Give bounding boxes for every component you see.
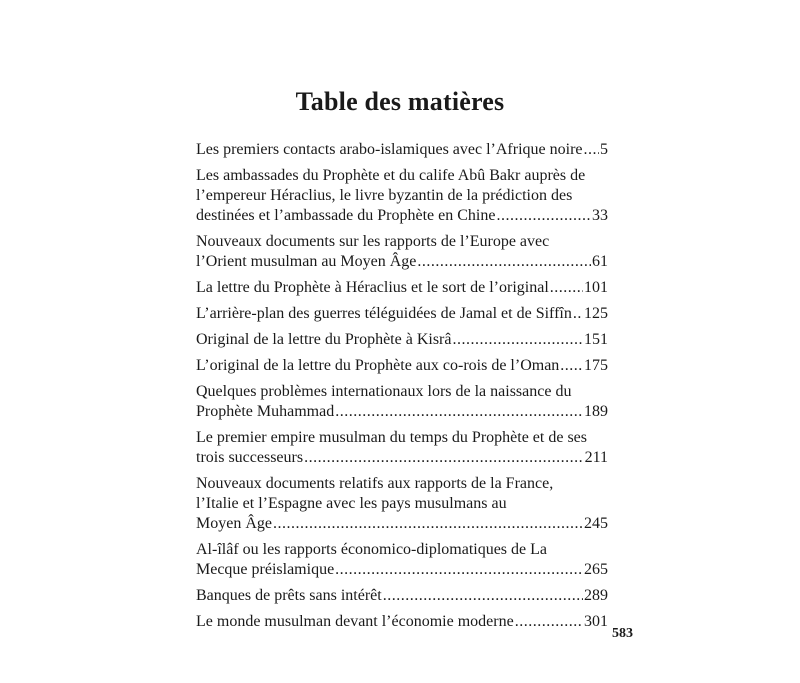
toc-entry-final-line	[196, 514, 608, 534]
toc-entry-line: Quelques problèmes internationaux lors de la naissance du	[196, 383, 572, 400]
toc-page-number: 101	[584, 279, 608, 296]
dot-leader	[573, 304, 583, 324]
toc-entry	[196, 278, 608, 298]
toc-entry-line: Nouveaux documents relatifs aux rapports de la France,	[196, 475, 554, 492]
toc-page-number: 211	[584, 449, 608, 466]
toc-entry-title: La lettre du Prophète à Héraclius et le sort de l’original	[196, 279, 549, 296]
toc-entry	[196, 474, 608, 534]
toc-entry-final-line	[196, 586, 608, 606]
dot-leader	[452, 330, 583, 350]
toc-entry-title: L’original de la lettre du Prophète aux co-rois de l’Oman	[196, 357, 560, 374]
toc-entry-title: Le monde musulman devant l’économie moderne	[196, 613, 514, 630]
dot-leader	[584, 140, 599, 160]
toc-page-number: 33	[592, 207, 608, 224]
toc-entry-title: trois successeurs	[196, 449, 304, 466]
table-of-contents	[196, 140, 608, 638]
toc-entry	[196, 356, 608, 376]
toc-entry-final-line	[196, 252, 608, 272]
toc-entry-final-line	[196, 612, 608, 632]
page-title: Table des matières	[295, 87, 505, 117]
toc-entry-final-line	[196, 448, 608, 468]
dot-leader	[335, 560, 583, 580]
toc-entry	[196, 232, 608, 272]
toc-entry-line: Le premier empire musulman du temps du Prophète et de ses	[196, 429, 588, 446]
toc-page-number: 151	[584, 331, 608, 348]
toc-page-number: 175	[584, 357, 608, 374]
toc-page-number: 189	[584, 403, 608, 420]
toc-entry-title: l’Orient musulman au Moyen Âge	[196, 253, 417, 270]
toc-entry	[196, 140, 608, 160]
toc-entry-line: Les ambassades du Prophète et du calife Abû Bakr auprès de	[196, 167, 586, 184]
toc-entry-final-line	[196, 140, 608, 160]
toc-entry-final-line	[196, 560, 608, 580]
toc-entry-final-line	[196, 278, 608, 298]
toc-entry-line: l’Italie et l’Espagne avec les pays musulmans au	[196, 495, 507, 512]
toc-page-number: 5	[600, 141, 608, 158]
dot-leader	[515, 612, 583, 632]
toc-entry-final-line	[196, 356, 608, 376]
dot-leader	[560, 356, 583, 376]
toc-entry	[196, 540, 608, 580]
toc-entry-title: Moyen Âge	[196, 515, 272, 532]
toc-entry	[196, 612, 608, 632]
toc-entry-title: Prophète Muhammad	[196, 403, 335, 420]
toc-entry-final-line	[196, 402, 608, 422]
toc-page-number: 125	[584, 305, 608, 322]
toc-entry-title: Original de la lettre du Prophète à Kisrâ	[196, 331, 452, 348]
toc-entry-title: destinées et l’ambassade du Prophète en Chine	[196, 207, 496, 224]
toc-entry	[196, 330, 608, 350]
toc-entry	[196, 166, 608, 226]
toc-entry	[196, 586, 608, 606]
toc-entry-title: Banques de prêts sans intérêt	[196, 587, 382, 604]
toc-page-number: 245	[584, 515, 608, 532]
dot-leader	[496, 206, 591, 226]
toc-entry-line: l’empereur Héraclius, le livre byzantin de la prédiction des	[196, 187, 573, 204]
dot-leader	[383, 586, 583, 606]
toc-entry	[196, 304, 608, 324]
toc-entry	[196, 382, 608, 422]
toc-page-number: 301	[584, 613, 608, 630]
toc-entry-title: Mecque préislamique	[196, 561, 335, 578]
dot-leader	[417, 252, 591, 272]
toc-page-number: 289	[584, 587, 608, 604]
toc-entry-title: L’arrière-plan des guerres téléguidées de Jamal et de Siffîn	[196, 305, 572, 322]
dot-leader	[550, 278, 583, 298]
toc-page-number: 61	[592, 253, 608, 270]
toc-entry-final-line	[196, 206, 608, 226]
toc-entry-final-line	[196, 304, 608, 324]
dot-leader	[273, 514, 583, 534]
dot-leader	[304, 448, 584, 468]
toc-page-number: 265	[584, 561, 608, 578]
toc-entry-line: Al-îlâf ou les rapports économico-diplomatiques de La	[196, 541, 548, 558]
dot-leader	[335, 402, 583, 422]
toc-entry-line: Nouveaux documents sur les rapports de l’Europe avec	[196, 233, 550, 250]
toc-entry-title: Les premiers contacts arabo-islamiques avec l’Afrique noire	[196, 141, 583, 158]
toc-entry	[196, 428, 608, 468]
page-number: 583	[612, 626, 633, 641]
toc-entry-final-line	[196, 330, 608, 350]
